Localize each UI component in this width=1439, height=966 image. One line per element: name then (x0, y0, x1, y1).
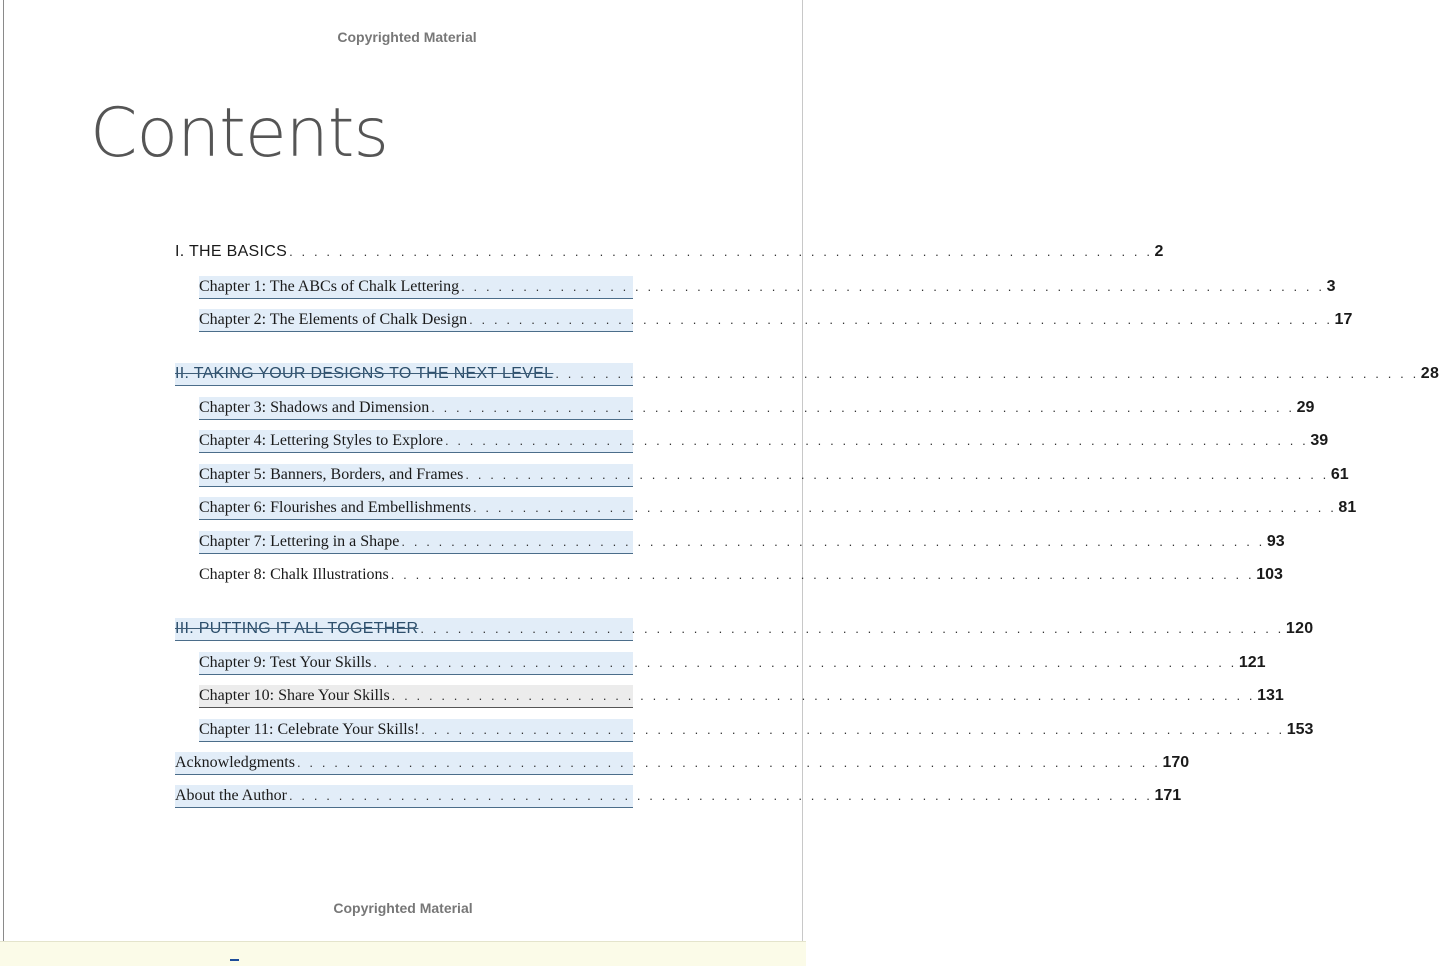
toc-label: Chapter 5: Banners, Borders, and Frames (199, 466, 464, 483)
toc-label: Chapter 4: Lettering Styles to Explore (199, 432, 443, 449)
toc-leader: . . . . . . . . . . . . . . . . . . . . . . . . . . . . . . . . . . . . . . . . . . . . . . . . . . . . . . . . . . . . . . . . . . . . . . (555, 366, 1419, 381)
toc-page-number: 61 (1330, 466, 1349, 483)
toc-leader: . . . . . . . . . . . . . . . . . . . . . . . . . . . . . . . . . . . . . . . . . . . . . . . . . . . . . . . . . . . . . . . . . . . . . . (431, 400, 1295, 415)
toc-link-chapter-6[interactable] (199, 497, 1357, 520)
toc-page-number: 28 (1420, 365, 1439, 382)
toc-label: I. THE BASICS (175, 243, 288, 260)
toc-link-chapter-9[interactable] (199, 652, 1266, 675)
toc-link-chapter-5[interactable] (199, 464, 1349, 487)
toc-page-number: 81 (1338, 499, 1357, 516)
toc-part-1 (175, 241, 1164, 263)
toc-link-chapter-1[interactable] (199, 276, 1336, 299)
toc-leader: . . . . . . . . . . . . . . . . . . . . . . . . . . . . . . . . . . . . . . . . . . . . . . . . . . . . . . . . . . . . . . . . . . . . . . (420, 621, 1284, 636)
watermark-top: Copyrighted Material (337, 29, 477, 45)
toc-page-number: 2 (1154, 243, 1164, 260)
toc-page-number: 39 (1310, 432, 1329, 449)
toc-page-number: 153 (1286, 721, 1314, 738)
toc-label: Chapter 1: The ABCs of Chalk Lettering (199, 278, 460, 295)
toc-link-chapter-4[interactable] (199, 430, 1329, 453)
watermark-bottom: Copyrighted Material (333, 900, 473, 916)
toc-leader: . . . . . . . . . . . . . . . . . . . . . . . . . . . . . . . . . . . . . . . . . . . . . . . . . . . . . . . . . . . . . . . . . . . . . . (373, 655, 1237, 670)
toc-link-chapter-10[interactable] (199, 685, 1284, 708)
toc-page-number: 3 (1326, 278, 1336, 295)
toc-link-chapter-2[interactable] (199, 309, 1353, 332)
toc-link-chapter-11[interactable] (199, 719, 1314, 742)
toc-leader: . . . . . . . . . . . . . . . . . . . . . . . . . . . . . . . . . . . . . . . . . . . . . . . . . . . . . . . . . . . . . . . . . . . . . . (421, 722, 1285, 737)
toc-label: III. PUTTING IT ALL TOGETHER (175, 620, 419, 637)
toc-leader: . . . . . . . . . . . . . . . . . . . . . . . . . . . . . . . . . . . . . . . . . . . . . . . . . . . . . . . . . . . . . . . . . . . . . . (444, 433, 1309, 448)
toc-leader: . . . . . . . . . . . . . . . . . . . . . . . . . . . . . . . . . . . . . . . . . . . . . . . . . . . . . . . . . . . . . . . . . . . . . . (401, 534, 1265, 549)
toc-label: Chapter 9: Test Your Skills (199, 654, 372, 671)
toc-link-acknowledgments[interactable] (175, 752, 1190, 775)
toc-leader: . . . . . . . . . . . . . . . . . . . . . . . . . . . . . . . . . . . . . . . . . . . . . . . . . . . . . . . . . . . . . . . . . . . . . . (296, 755, 1161, 770)
toc-leader: . . . . . . . . . . . . . . . . . . . . . . . . . . . . . . . . . . . . . . . . . . . . . . . . . . . . . . . . . . . . . . . . . . . . . . (472, 500, 1337, 515)
toc-page-number: 29 (1296, 399, 1315, 416)
toc-leader: . . . . . . . . . . . . . . . . . . . . . . . . . . . . . . . . . . . . . . . . . . . . . . . . . . . . . . . . . . . . . . . . . . . . . . (465, 467, 1329, 482)
toc-entry-chapter-8 (199, 564, 1283, 586)
toc-leader: . . . . . . . . . . . . . . . . . . . . . . . . . . . . . . . . . . . . . . . . . . . . . . . . . . . . . . . . . . . . . . . . . . . . . . (289, 244, 1153, 259)
toc-label: Chapter 6: Flourishes and Embellishments (199, 499, 471, 516)
toc-leader: . . . . . . . . . . . . . . . . . . . . . . . . . . . . . . . . . . . . . . . . . . . . . . . . . . . . . . . . . . . . . . . . . . . . . . (461, 279, 1325, 294)
page-indicator-mark (230, 959, 239, 961)
toc-page-number: 103 (1256, 566, 1283, 583)
viewer-bottom-bar (0, 941, 806, 966)
toc-label: About the Author (175, 787, 287, 804)
toc-leader: . . . . . . . . . . . . . . . . . . . . . . . . . . . . . . . . . . . . . . . . . . . . . . . . . . . . . . . . . . . . . . . . . . . . . . (390, 567, 1255, 582)
toc-link-about-author[interactable] (175, 785, 1182, 808)
toc-leader: . . . . . . . . . . . . . . . . . . . . . . . . . . . . . . . . . . . . . . . . . . . . . . . . . . . . . . . . . . . . . . . . . . . . . . (391, 688, 1256, 703)
toc-leader: . . . . . . . . . . . . . . . . . . . . . . . . . . . . . . . . . . . . . . . . . . . . . . . . . . . . . . . . . . . . . . . . . . . . . . (469, 312, 1333, 327)
toc-page-number: 120 (1285, 620, 1314, 637)
toc-link-part-3[interactable] (175, 618, 1314, 641)
toc-page-number: 93 (1266, 533, 1285, 550)
toc-page-number: 171 (1154, 787, 1182, 804)
page-title: Contents (90, 94, 388, 173)
toc-label: Chapter 11: Celebrate Your Skills! (199, 721, 420, 738)
toc-page-number: 131 (1257, 687, 1284, 704)
toc-page-number: 121 (1238, 654, 1266, 671)
toc-label: II. TAKING YOUR DESIGNS TO THE NEXT LEVEL (175, 365, 554, 382)
toc-label: Chapter 8: Chalk Illustrations (199, 566, 389, 583)
toc-page-number: 17 (1334, 311, 1353, 328)
toc-link-chapter-3[interactable] (199, 397, 1315, 420)
toc-leader: . . . . . . . . . . . . . . . . . . . . . . . . . . . . . . . . . . . . . . . . . . . . . . . . . . . . . . . . . . . . . . . . . . . . . . (289, 788, 1153, 803)
toc-link-chapter-7[interactable] (199, 531, 1285, 554)
toc-label: Acknowledgments (175, 754, 295, 771)
toc-page-number: 170 (1162, 754, 1190, 771)
toc-label: Chapter 2: The Elements of Chalk Design (199, 311, 468, 328)
toc-link-part-2[interactable] (175, 363, 1439, 386)
toc-label: Chapter 7: Lettering in a Shape (199, 533, 400, 550)
toc-label: Chapter 3: Shadows and Dimension (199, 399, 430, 416)
toc-label: Chapter 10: Share Your Skills (199, 687, 390, 704)
